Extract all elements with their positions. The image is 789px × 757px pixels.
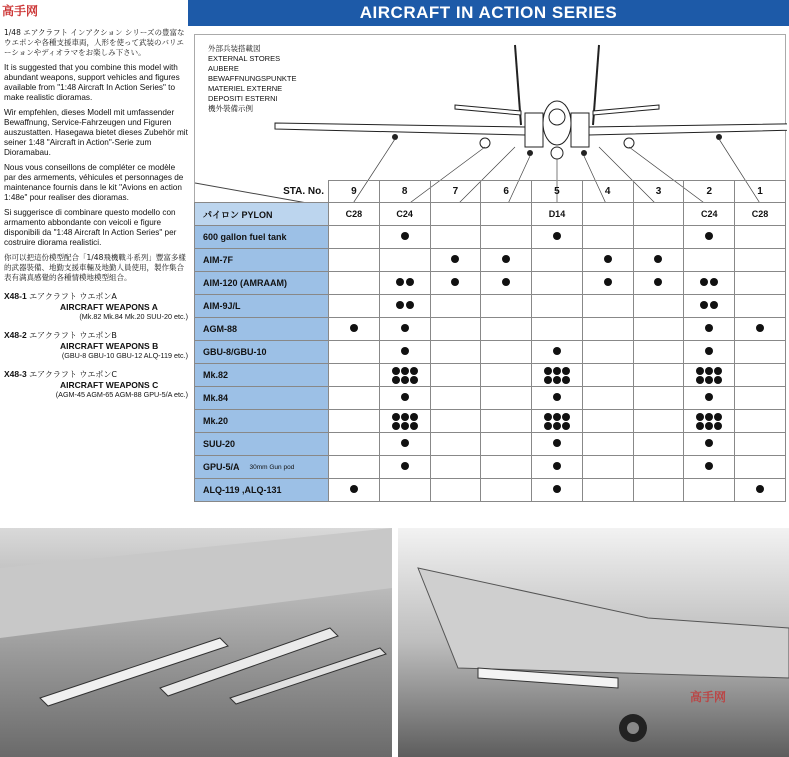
intro-it: Si suggerisce di combinare questo modello con armamento abbondante con veicoli e figure disponibili da "1:48 Aircraft In Action Series" per costruire diorama realistici. [4, 208, 177, 247]
kit-entry [4, 369, 188, 400]
series-banner: AIRCRAFT IN ACTION SERIES [188, 0, 789, 26]
station-cell [379, 364, 430, 387]
kit-name-jp: エアクラフト ウエポンB [29, 331, 117, 340]
stores-table [194, 180, 786, 502]
station-cell [379, 387, 430, 410]
kit-entry [4, 330, 188, 361]
station-cell [329, 387, 380, 410]
load-dot [705, 324, 713, 332]
station-cell [735, 341, 786, 364]
load-dot [553, 462, 561, 470]
station-cell [379, 456, 430, 479]
weapon-row [195, 226, 786, 249]
stores-title-de1: AUBERE [208, 64, 239, 73]
station-number: 3 [633, 181, 684, 203]
kit-code: X48-1 [4, 291, 27, 301]
load-dot [401, 413, 409, 421]
station-cell [329, 364, 380, 387]
load-dot [544, 413, 552, 421]
load-dot [654, 255, 662, 263]
station-cell [735, 433, 786, 456]
load-dot [705, 422, 713, 430]
kit-contents: (GBU-8 GBU-10 GBU-12 ALQ-119 etc.) [61, 351, 188, 360]
station-cell [735, 479, 786, 502]
station-cell [481, 410, 532, 433]
site-watermark-bottom: 高手网 [690, 690, 727, 704]
station-cell [329, 295, 380, 318]
station-cell [633, 433, 684, 456]
station-cell [329, 479, 380, 502]
load-dot [553, 232, 561, 240]
station-number: 8 [379, 181, 430, 203]
kit-code: X48-2 [4, 330, 27, 340]
load-dot [401, 347, 409, 355]
stores-title-de2: BEWAFFNUNGSPUNKTE [208, 74, 297, 83]
load-dot [710, 278, 718, 286]
station-cell [481, 341, 532, 364]
load-dot [553, 413, 561, 421]
load-dot [705, 347, 713, 355]
station-cell [532, 364, 583, 387]
station-cell [481, 364, 532, 387]
station-cell [582, 249, 633, 272]
pylon-row [195, 203, 786, 226]
station-cell [633, 456, 684, 479]
load-dot [562, 413, 570, 421]
weapon-row [195, 410, 786, 433]
station-number: 9 [329, 181, 380, 203]
station-cell [532, 410, 583, 433]
station-cell [582, 226, 633, 249]
weapon-row [195, 364, 786, 387]
station-cell [379, 318, 430, 341]
station-label: STA. No. [283, 185, 324, 197]
kit-code: X48-3 [4, 369, 27, 379]
pylon-type [582, 203, 633, 226]
station-cell [430, 410, 481, 433]
weapon-name: AIM-9J/L [195, 295, 329, 318]
stores-table-wrap [194, 180, 786, 502]
load-dot [502, 278, 510, 286]
load-dot [502, 255, 510, 263]
load-dot [654, 278, 662, 286]
load-dot [705, 376, 713, 384]
station-cell [329, 249, 380, 272]
station-cell [430, 479, 481, 502]
load-dot [544, 367, 552, 375]
station-cell [329, 272, 380, 295]
station-cell [430, 318, 481, 341]
station-cell [684, 387, 735, 410]
pylon-type: C28 [329, 203, 380, 226]
load-dot [406, 301, 414, 309]
station-cell [481, 433, 532, 456]
station-cell [633, 318, 684, 341]
station-cell [633, 364, 684, 387]
load-dot [714, 413, 722, 421]
weapon-name: ALQ-119 ,ALQ-131 [195, 479, 329, 502]
station-cell [582, 272, 633, 295]
station-cell [379, 272, 430, 295]
weapon-name: 600 gallon fuel tank [195, 226, 329, 249]
load-dot [396, 301, 404, 309]
pylon-type: C28 [735, 203, 786, 226]
load-dot [392, 367, 400, 375]
pylon-type [633, 203, 684, 226]
load-dot [553, 422, 561, 430]
station-cell [481, 318, 532, 341]
pylon-type: D14 [532, 203, 583, 226]
load-dot [350, 485, 358, 493]
load-dot [392, 413, 400, 421]
station-cell [379, 226, 430, 249]
intro-en: It is suggested that you combine this model with abundant weapons, support vehicles and figures available from "1:48 Aircraft In Action Series" to make realistic dioramas. [4, 63, 180, 102]
kit-entry [4, 291, 188, 322]
load-dot [544, 376, 552, 384]
station-number: 6 [481, 181, 532, 203]
station-cell [684, 249, 735, 272]
station-cell [684, 341, 735, 364]
station-cell [684, 226, 735, 249]
load-dot [696, 376, 704, 384]
station-cell [684, 479, 735, 502]
pylon-type [481, 203, 532, 226]
station-number: 5 [532, 181, 583, 203]
station-cell [735, 364, 786, 387]
station-cell [532, 318, 583, 341]
missile-illustration [0, 528, 392, 757]
load-dot [553, 439, 561, 447]
station-cell [582, 364, 633, 387]
station-cell [582, 387, 633, 410]
station-cell [582, 433, 633, 456]
intro-de: Wir empfehlen, dieses Modell mit umfassender Bewaffnung, Service-Fahrzeugen und Figuren auszustatten. Hasegawa bietet dieses Zubehör mit seiner 1:48 "Aircraft in Action"-Serie zum Dioramabau. [4, 108, 188, 157]
station-cell [735, 249, 786, 272]
station-cell [735, 295, 786, 318]
station-cell [481, 226, 532, 249]
station-cell [633, 295, 684, 318]
kit-contents: (AGM-45 AGM-65 AGM-88 GPU-5/A etc.) [55, 390, 188, 399]
load-dot [401, 367, 409, 375]
load-dot [406, 278, 414, 286]
weapon-name: AIM-7F [195, 249, 329, 272]
station-cell [329, 433, 380, 456]
station-cell [329, 341, 380, 364]
station-cell [532, 226, 583, 249]
station-cell [430, 295, 481, 318]
station-cell [582, 456, 633, 479]
load-dot [553, 393, 561, 401]
load-dot [705, 413, 713, 421]
stores-title-fr: MATERIEL EXTERNE [208, 84, 283, 93]
station-cell [532, 456, 583, 479]
station-cell [430, 341, 481, 364]
station-number: 2 [684, 181, 735, 203]
station-cell [582, 341, 633, 364]
station-cell [481, 479, 532, 502]
station-cell [329, 318, 380, 341]
load-dot [396, 278, 404, 286]
station-cell [684, 456, 735, 479]
weapon-name: Mk.82 [195, 364, 329, 387]
weapon-name: Mk.20 [195, 410, 329, 433]
load-dot [714, 367, 722, 375]
station-cell [481, 249, 532, 272]
station-cell [379, 410, 430, 433]
station-cell [633, 272, 684, 295]
load-dot [451, 255, 459, 263]
load-dot [410, 413, 418, 421]
station-cell [532, 295, 583, 318]
load-dot [604, 255, 612, 263]
site-watermark: 高手网 [2, 4, 39, 18]
station-cell [379, 479, 430, 502]
station-cell [379, 341, 430, 364]
station-cell [430, 364, 481, 387]
pylon-label: パイロン PYLON [195, 203, 329, 226]
weapon-name: GPU-5/A 30mm Gun pod [195, 456, 329, 479]
station-cell [684, 295, 735, 318]
station-cell [430, 272, 481, 295]
stores-title-jp: 外部兵装搭載図 [208, 44, 261, 53]
load-dot [401, 462, 409, 470]
kit-name-en: AIRCRAFT WEAPONS A [60, 302, 158, 312]
load-dot [350, 324, 358, 332]
load-dot [756, 485, 764, 493]
weapon-row [195, 318, 786, 341]
weapon-subtitle: 30mm Gun pod [249, 464, 295, 472]
load-dot [714, 376, 722, 384]
station-number: 4 [582, 181, 633, 203]
station-cell [481, 456, 532, 479]
weapon-row [195, 249, 786, 272]
load-dot [410, 422, 418, 430]
weapon-name: SUU-20 [195, 433, 329, 456]
station-cell [481, 272, 532, 295]
weapon-name: AGM-88 [195, 318, 329, 341]
weapon-name: Mk.84 [195, 387, 329, 410]
kit-name-jp: エアクラフト ウエポンA [29, 292, 117, 301]
station-cell [735, 456, 786, 479]
load-dot [562, 367, 570, 375]
load-dot [544, 422, 552, 430]
pylon-type [430, 203, 481, 226]
station-cell [633, 387, 684, 410]
station-cell [684, 364, 735, 387]
load-dot [705, 367, 713, 375]
intro-jp: 1/48 エアクラフト インアクション シリーズの豊富なウエポンや各種支援車両，人形を使って武装のバリエーションやディオラマをお楽しみ下さい。 [4, 28, 185, 57]
kit-name-en: AIRCRAFT WEAPONS C [60, 380, 159, 390]
load-dot [410, 376, 418, 384]
load-dot [401, 393, 409, 401]
station-cell [481, 295, 532, 318]
station-cell [532, 479, 583, 502]
load-dot [710, 301, 718, 309]
load-dot [700, 301, 708, 309]
station-cell [430, 433, 481, 456]
photo-underwing-weapons [0, 528, 392, 757]
load-dot [401, 422, 409, 430]
station-cell [735, 410, 786, 433]
station-cell [532, 249, 583, 272]
station-cell [532, 387, 583, 410]
station-cell [684, 272, 735, 295]
load-dot [451, 278, 459, 286]
weapon-row [195, 456, 786, 479]
pylon-type: C24 [684, 203, 735, 226]
stores-title [208, 44, 296, 114]
station-cell [633, 226, 684, 249]
station-cell [532, 433, 583, 456]
station-cell [633, 410, 684, 433]
station-cell [684, 410, 735, 433]
aircraft-illustration [398, 528, 789, 757]
station-cell [633, 341, 684, 364]
load-dot [756, 324, 764, 332]
photo-aircraft-loaded [398, 528, 789, 757]
load-dot [401, 376, 409, 384]
weapon-row [195, 272, 786, 295]
load-dot [562, 376, 570, 384]
load-dot [553, 347, 561, 355]
station-number: 7 [430, 181, 481, 203]
load-dot [700, 278, 708, 286]
station-cell [329, 226, 380, 249]
station-cell [684, 433, 735, 456]
kit-name-en: AIRCRAFT WEAPONS B [60, 341, 159, 351]
load-dot [401, 324, 409, 332]
load-dot [401, 232, 409, 240]
load-dot [392, 422, 400, 430]
load-dot [705, 462, 713, 470]
station-cell [735, 226, 786, 249]
pylon-type: C24 [379, 203, 430, 226]
station-cell [329, 410, 380, 433]
station-cell [430, 387, 481, 410]
weapon-row [195, 341, 786, 364]
load-dot [553, 485, 561, 493]
kit-name-jp: エアクラフト ウエポンC [29, 370, 117, 379]
stores-title-cn: 機外裝備示例 [208, 104, 253, 113]
load-dot [714, 422, 722, 430]
weapon-name: GBU-8/GBU-10 [195, 341, 329, 364]
intro-column [4, 28, 188, 404]
station-cell [582, 318, 633, 341]
weapon-name: AIM-120 (AMRAAM) [195, 272, 329, 295]
stores-title-en: EXTERNAL STORES [208, 54, 281, 63]
station-cell [532, 272, 583, 295]
station-cell [735, 318, 786, 341]
load-dot [705, 232, 713, 240]
load-dot [410, 367, 418, 375]
load-dot [401, 439, 409, 447]
station-cell [582, 410, 633, 433]
station-cell [532, 341, 583, 364]
intro-fr: Nous vous conseillons de compléter ce modèle par des armements, véhicules et personnages de maintenance fournis dans le kit "Avions en action 1:48e" pour realiser des dioramas. [4, 163, 184, 202]
station-cell [633, 249, 684, 272]
intro-cn: 你可以把這份模型配合「1/48飛機戰斗系列」豐富多樣的武器裝備、地勤支援車輛及地勤人員使用，製作集合表有满真感覺的各種情模地模型組合。 [4, 253, 186, 282]
load-dot [696, 422, 704, 430]
load-dot [696, 413, 704, 421]
station-cell [430, 456, 481, 479]
load-dot [705, 439, 713, 447]
station-cell [430, 226, 481, 249]
station-cell [582, 479, 633, 502]
station-header-row [195, 181, 786, 203]
station-cell [329, 456, 380, 479]
station-cell [633, 479, 684, 502]
load-dot [696, 367, 704, 375]
station-cell [379, 433, 430, 456]
stores-title-it: DEPOSITI ESTERNI [208, 94, 278, 103]
station-cell [582, 295, 633, 318]
station-cell [481, 387, 532, 410]
load-dot [553, 376, 561, 384]
station-cell [379, 249, 430, 272]
station-cell [735, 387, 786, 410]
load-dot [553, 367, 561, 375]
weapon-row [195, 295, 786, 318]
load-dot [604, 278, 612, 286]
load-dot [562, 422, 570, 430]
load-dot [705, 393, 713, 401]
weapon-row [195, 387, 786, 410]
weapon-row [195, 479, 786, 502]
weapon-row [195, 433, 786, 456]
station-number: 1 [735, 181, 786, 203]
kit-contents: (Mk.82 Mk.84 Mk.20 SUU-20 etc.) [79, 312, 188, 321]
station-cell [684, 318, 735, 341]
station-cell [379, 295, 430, 318]
station-cell [430, 249, 481, 272]
load-dot [392, 376, 400, 384]
station-cell [735, 272, 786, 295]
